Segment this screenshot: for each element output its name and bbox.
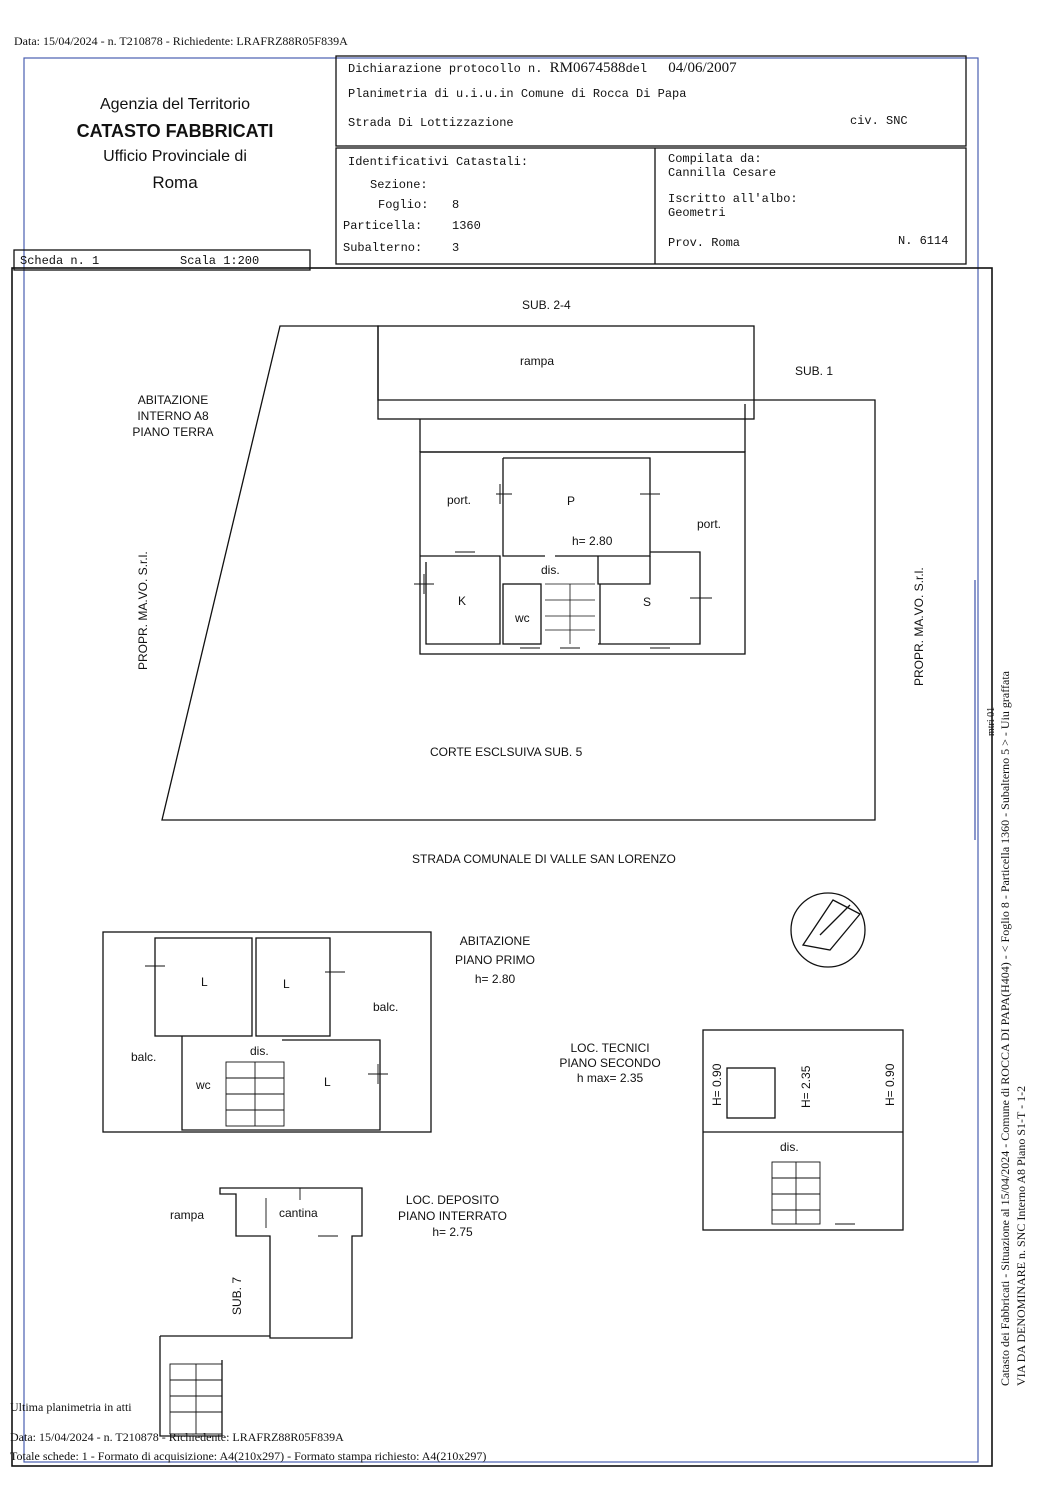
h2-label: H= 2.35: [799, 1065, 813, 1108]
h1-label: H= 0.90: [710, 1063, 724, 1106]
agency-line1: Agenzia del Territorio: [99, 96, 250, 113]
propr-right-label: PROPR. MA.VO. S.r.l.: [912, 567, 926, 686]
drawing-frame: [12, 268, 992, 1466]
protocol-label: Dichiarazione protocollo n.: [348, 62, 543, 76]
cantina-label: cantina: [279, 1206, 318, 1220]
l1-label: L: [201, 975, 208, 989]
balc-left-label: balc.: [131, 1050, 157, 1064]
dis-second-label: dis.: [780, 1140, 799, 1154]
protocol-number: RM0674588: [549, 60, 626, 76]
header-stamp: Data: 15/04/2024 - n. T210878 - Richiedente: LRAFRZ88R05F839A: [14, 34, 348, 48]
sub7-label: SUB. 7: [230, 1276, 244, 1315]
basement-title-line1: LOC. DEPOSITO: [405, 1193, 500, 1207]
agency-line4: Roma: [152, 173, 198, 192]
corte-label: CORTE ESCLSUIVA SUB. 5: [430, 745, 583, 759]
h3-label: H= 0.90: [883, 1063, 897, 1106]
prov-value: Prov. Roma: [668, 236, 741, 250]
second-floor-title-line3: h max= 2.35: [576, 1071, 644, 1085]
identifiers-title: Identificativi Catastali:: [348, 155, 529, 169]
protocol-date: 04/06/2007: [668, 60, 737, 76]
agency-line3: Ufficio Provinciale di: [103, 148, 247, 165]
first-floor-title: [440, 932, 550, 989]
compilata-label: Compilata da:: [668, 152, 762, 166]
albo-value: Geometri: [668, 206, 726, 220]
k-label: K: [458, 594, 467, 608]
agency-line2: CATASTO FABBRICATI: [76, 121, 274, 141]
l2-label: L: [283, 977, 290, 991]
address-line: Strada Di Lottizzazione: [348, 116, 514, 130]
second-floor-title: [555, 1041, 665, 1086]
abitazione-line1: ABITAZIONE: [137, 393, 209, 407]
north-arrow: [791, 893, 865, 967]
s-label: S: [643, 595, 652, 609]
propr-left-label: PROPR. MA.VO. S.r.l.: [136, 551, 150, 670]
subalterno-value: 3: [452, 241, 460, 255]
compiler-name: Cannilla Cesare: [668, 166, 777, 180]
sezione-label: Sezione:: [370, 178, 428, 192]
scheda-label: Scheda n. 1: [20, 254, 100, 268]
subalterno-label: Subalterno:: [343, 241, 423, 255]
scala-label: Scala 1:200: [180, 254, 260, 268]
planimetria-line: Planimetria di u.i.u.in Comune di Rocca Di Papa: [348, 87, 687, 101]
wc-first-label: wc: [196, 1078, 211, 1092]
strada-label: STRADA COMUNALE DI VALLE SAN LORENZO: [412, 852, 676, 866]
side-text-line2: VIA DA DENOMINARE n. SNC Interno A8 Piano S1-T - 1-2: [1014, 1085, 1028, 1386]
l3-label: L: [324, 1075, 331, 1089]
wc-label: wc: [515, 611, 530, 625]
footer-stamp: Data: 15/04/2024 - n. T210878 - Richiedente: LRAFRZ88R05F839A: [10, 1430, 344, 1444]
iscritto-label: Iscritto all'albo:: [668, 192, 798, 206]
abitazione-line2: INTERNO A8: [137, 409, 209, 423]
basement-title: [385, 1192, 520, 1240]
abitazione-line3: PIANO TERRA: [132, 425, 214, 439]
basement-title-line3: h= 2.75: [432, 1225, 473, 1239]
side-text-line1: Catasto dei Fabbricati - Situazione al 15/04/2024 - Comune di ROCCA DI PAPA(H404) - < Foglio 8 - Particella 1360 - Subalterno 5 > - Uiu graffata: [998, 670, 1012, 1386]
foglio-label: Foglio:: [378, 198, 429, 212]
footer-totale: Totale schede: 1 - Formato di acquisizione: A4(210x297) - Formato stampa richiesto: A4(210x297): [10, 1449, 487, 1463]
dis-first-label: dis.: [250, 1044, 269, 1058]
particella-value: 1360: [452, 219, 481, 233]
sub1-label: SUB. 1: [795, 364, 834, 378]
particella-label: Particella:: [343, 219, 423, 233]
port-left-label: port.: [447, 493, 472, 507]
second-floor-title-line1: LOC. TECNICI: [570, 1041, 650, 1055]
height-label: h= 2.80: [572, 534, 613, 548]
p-label: P: [567, 494, 576, 508]
civ-line: civ. SNC: [850, 114, 908, 128]
balc-right-label: balc.: [373, 1000, 399, 1014]
second-floor-title-line2: PIANO SECONDO: [559, 1056, 661, 1070]
first-floor-title-line3: h= 2.80: [474, 972, 516, 986]
iscrizione-number: N. 6114: [898, 234, 949, 248]
basement-title-line2: PIANO INTERRATO: [398, 1209, 507, 1223]
del-label: del: [625, 62, 648, 76]
abitazione-label: [118, 392, 228, 440]
side-stamp-small: mtri 01: [986, 706, 997, 736]
first-floor-title-line2: PIANO PRIMO: [454, 953, 535, 967]
rampa-basement-label: rampa: [170, 1208, 205, 1222]
first-floor-title-line1: ABITAZIONE: [459, 934, 531, 948]
protocol-line: [348, 60, 737, 77]
ultima-planimetria: Ultima planimetria in atti: [10, 1400, 132, 1414]
port-right-label: port.: [697, 517, 722, 531]
sub-top-label: SUB. 2-4: [522, 298, 571, 312]
foglio-value: 8: [452, 198, 460, 212]
rampa-label: rampa: [520, 354, 555, 368]
dis-label: dis.: [541, 563, 560, 577]
agency-block: [60, 92, 290, 196]
